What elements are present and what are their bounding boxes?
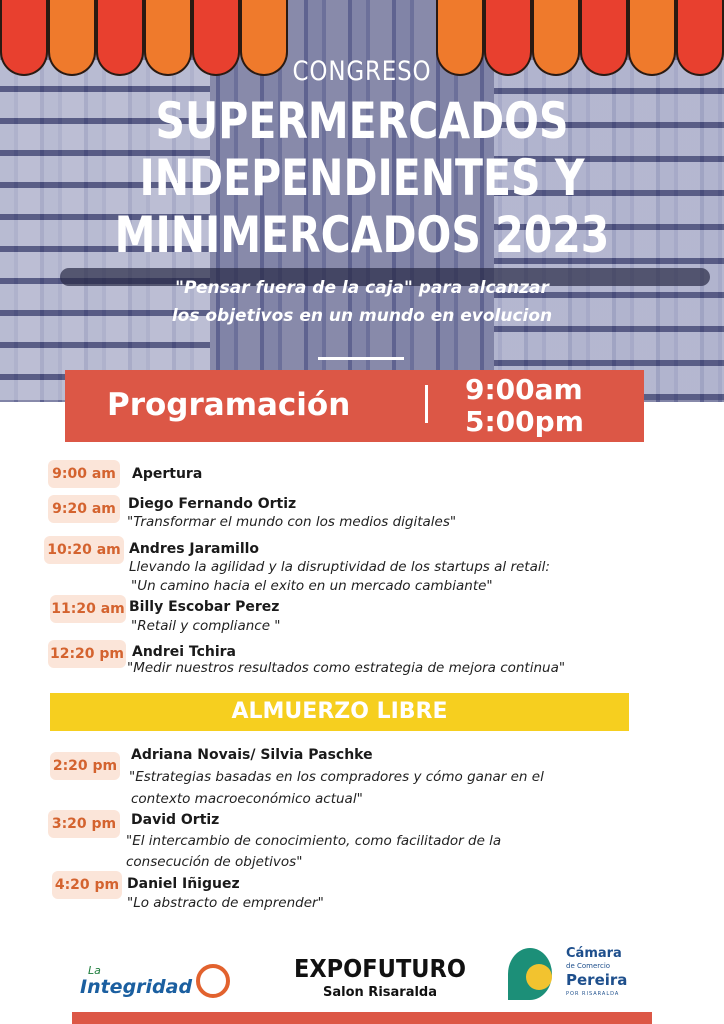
time-badge: 2:20 pm (50, 752, 120, 780)
event-subtitle: "Pensar fuera de la caja" para alcanzar los objetivos en un mundo en evolucion (171, 278, 553, 326)
integridad-mark-icon (196, 964, 230, 998)
talk-title: "Un camino hacia el exito en un mercado cambiante" (131, 578, 493, 594)
programacion-label: Programación (107, 387, 351, 423)
speaker-name: Diego Fernando Ortiz (128, 496, 297, 512)
programacion-separator (425, 385, 428, 423)
speaker-name: Daniel Iñiguez (127, 876, 240, 892)
talk-title: contexto macroeconómico actual" (131, 791, 363, 807)
speaker-name: Adriana Novais/ Silvia Paschke (131, 747, 373, 763)
expofuturo-venue: EXPOFUTURO Salon Risaralda (293, 954, 467, 1000)
event-title: SUPERMERCADOS INDEPENDIENTES Y MINIMERCADOS 2023 (114, 92, 610, 264)
time-badge: 12:20 pm (48, 640, 126, 668)
title-divider (318, 357, 404, 360)
talk-title: "Transformar el mundo con los medios digitales" (127, 514, 457, 530)
time-badge: 3:20 pm (48, 810, 120, 838)
talk-title: "El intercambio de conocimiento, como facilitador de la (126, 833, 502, 849)
time-badge: 4:20 pm (52, 871, 122, 899)
talk-title: "Retail y compliance " (131, 618, 281, 634)
time-badge: 9:00 am (48, 460, 120, 488)
time-badge: 10:20 am (44, 536, 124, 564)
session-title: Apertura (132, 466, 203, 482)
programacion-banner (65, 370, 644, 442)
speaker-name: Andrei Tchira (132, 644, 237, 660)
speaker-name: Andres Jaramillo (129, 541, 260, 557)
integridad-logo: La Integridad (80, 964, 240, 1014)
time-badge: 9:20 am (48, 495, 120, 523)
congreso-label: CONGRESO (292, 56, 432, 87)
title-block (0, 56, 724, 330)
lunch-banner: ALMUERZO LIBRE (50, 693, 629, 731)
programacion-hours: 9:00am 5:00pm (465, 373, 584, 438)
time-badge: 11:20 am (50, 595, 126, 623)
talk-title: Llevando la agilidad y la disruptividad de los startups al retail: (129, 559, 550, 575)
bottom-accent-bar (72, 1012, 652, 1024)
talk-title: "Medir nuestros resultados como estrategia de mejora continua" (127, 660, 566, 676)
talk-title: consecución de objetivos" (126, 854, 303, 870)
camara-comercio-logo: Cámara de Comercio Pereira POR RISARALDA (508, 946, 638, 1010)
talk-title: "Estrategias basadas en los compradores y cómo ganar en el (129, 769, 544, 785)
talk-title: "Lo abstracto de emprender" (127, 895, 324, 911)
speaker-name: David Ortiz (131, 812, 220, 828)
speaker-name: Billy Escobar Perez (129, 599, 280, 615)
